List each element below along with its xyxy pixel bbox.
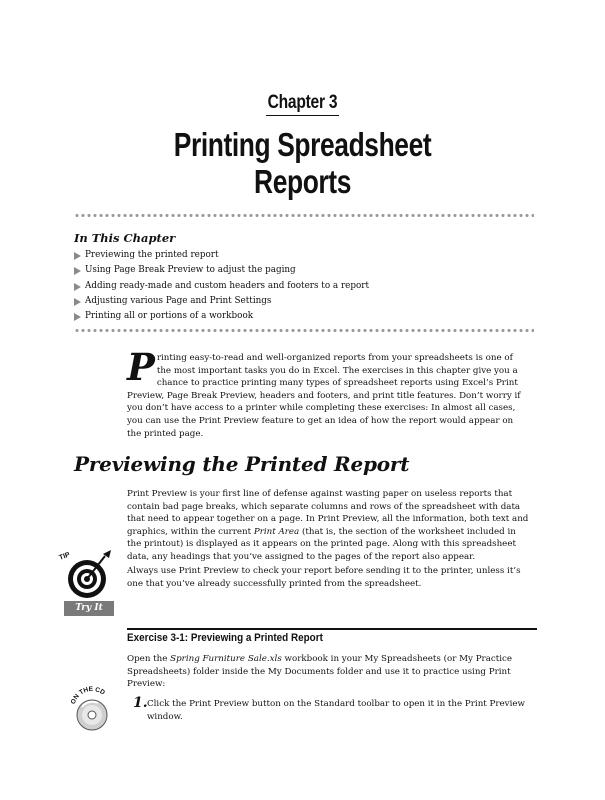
step-number: 1. (133, 695, 148, 711)
list-item: Printing all or portions of a workbook (74, 309, 369, 324)
cd-icon-label: ON THE CD (69, 685, 107, 706)
bullet-arrow-icon (74, 267, 81, 275)
bullet-arrow-icon (74, 313, 81, 321)
bullet-arrow-icon (74, 298, 81, 306)
list-item: Previewing the printed report (74, 248, 369, 263)
list-item: Using Page Break Preview to adjust the paging (74, 263, 369, 278)
drop-cap: P (127, 345, 155, 389)
chapter-title-line1: Printing Spreadsheet (173, 126, 432, 163)
exercise-rule (127, 628, 537, 630)
dotted-divider-top (74, 213, 534, 218)
step-text: Click the Print Preview button on the Standard toolbar to open it in the Print Preview window. (147, 699, 525, 722)
chapter-title (0, 126, 605, 200)
chapter-title-line2: Reports (254, 163, 351, 200)
dotted-divider-bottom (74, 328, 534, 333)
list-item: Adjusting various Page and Print Settings (74, 294, 369, 309)
try-it-badge: Try It (64, 601, 114, 616)
section-heading: Previewing the Printed Report (74, 452, 410, 476)
intro-paragraph: Printing easy-to-read and well-organized reports from your spreadsheets is one of the most important tasks you do in Excel. The exercises in this chapter give you a chance to practice printing many types of spreadsheet reports using Excel’s Print Preview, Page Break Preview, headers and footers, and print title features. Don’t worry if you don’t have access to a printer while completing these exercises: In almost all cases, you can use the Print Preview feature to get an idea of how the report would appear on the printed page. (127, 345, 521, 439)
section-paragraph-2: Always use Print Preview to check your report before sending it to the printer, unless it’s one that you’ve already successfully printed from the spreadsheet. (127, 566, 521, 589)
bullet-arrow-icon (74, 283, 81, 291)
exercise-title: Exercise 3-1: Previewing a Printed Report (127, 632, 323, 644)
list-item: Adding ready-made and custom headers and footers to a report (74, 279, 369, 294)
section-paragraph-1: Print Preview is your first line of defense against wasting paper on useless reports that contain bad page breaks, which separate columns and rows of the spreadsheet with data that need to appear together on a page. In Print Preview, all the information, both text and graphics, within the current Print Area (that is, the section of the worksheet included in the printout) is displayed as it appears on the printed page. Along with this spreadsheet data, any headings that you’ve assigned to the pages of the report also appear. (127, 489, 529, 562)
exercise-paragraph: Open the Spring Furniture Sale.xls workbook in your My Spreadsheets (or My Practice Spreadsheets) folder inside the My Documents folder and use it to practice using Print Preview: (127, 654, 513, 690)
bullet-arrow-icon (74, 252, 81, 260)
chapter-topics-list (74, 248, 369, 324)
chapter-label: Chapter 3 (0, 92, 605, 116)
on-the-cd-icon (68, 683, 116, 735)
tip-icon-label: TIP (58, 551, 71, 562)
in-this-chapter-heading: In This Chapter (74, 231, 176, 245)
